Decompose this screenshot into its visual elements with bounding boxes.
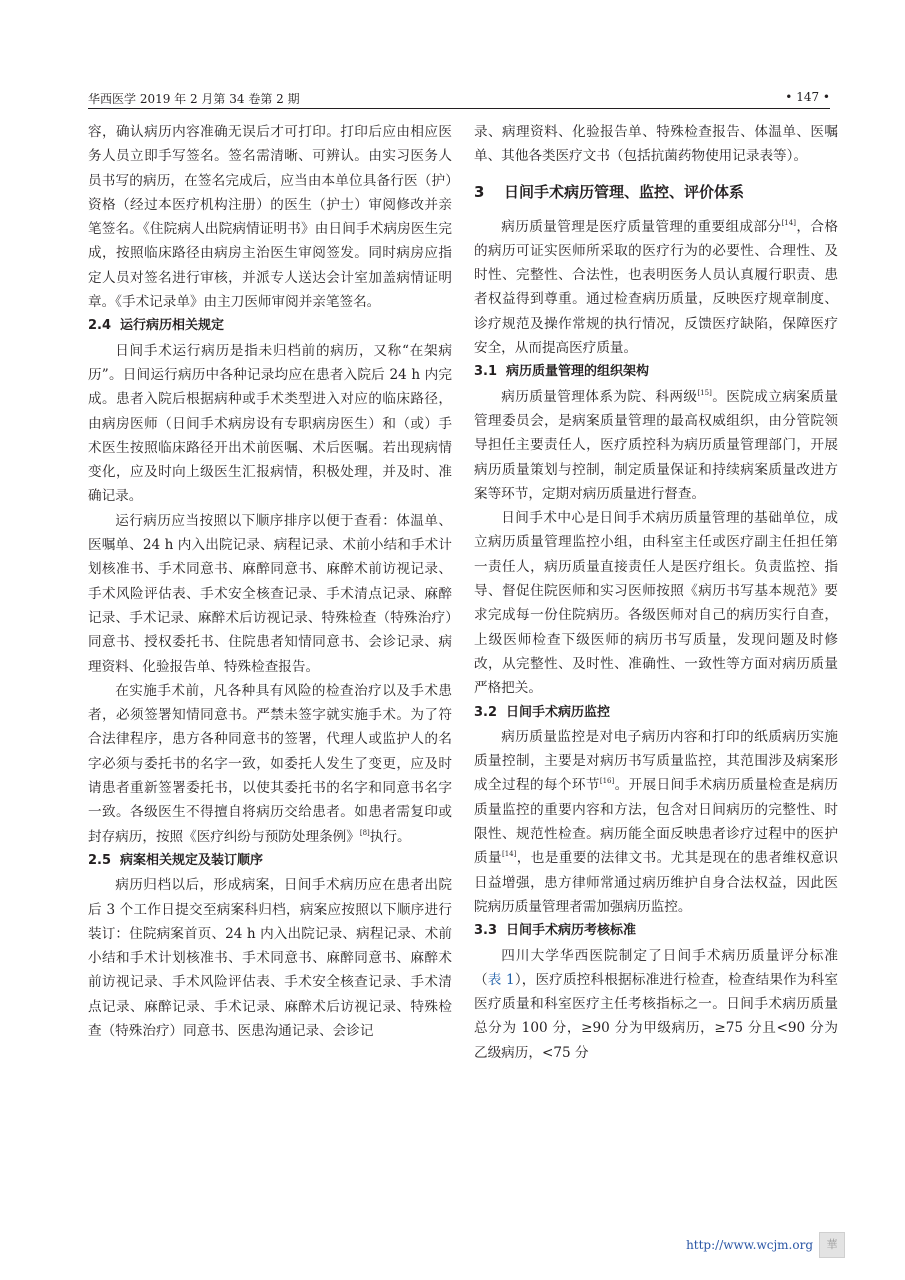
section-heading-3-1 xyxy=(474,360,838,384)
right-column xyxy=(474,120,838,1065)
journal-logo-icon: 華 xyxy=(819,1232,845,1258)
paragraph: 日间手术中心是日间手术病历质量管理的基础单位，成立病历质量管理监控小组，由科室主任或医疗副主任担任第一责任人，病历质量直接责任人是医疗组长。负责监控、指导、督促住院医师和实习医师按照《病历书写基本规范》要求完成每一份住院病历。各级医师对自己的病历实行自查，上级医师检查下级医师的病历书写质量，发现问题及时修改，从完整性、及时性、准确性、一致性等方面对病历质量严格把关。 xyxy=(474,510,838,697)
journal-info: 华西医学 2019 年 2 月第 34 卷第 2 期 xyxy=(88,92,300,106)
table-reference-link[interactable]: 表 1 xyxy=(487,971,515,988)
section-heading-2-4 xyxy=(88,314,452,338)
section-heading-3-3 xyxy=(474,919,838,943)
paragraph: 容，确认病历内容准确无误后才可打印。打印后应由相应医务人员立即手写签名。签名需清晰、可辨认。由实习医务人员书写的病历，在签名完成后，应当由本单位具备行医（护）资格（经过本医疗机构注册）的医生（护士）审阅修改并亲笔签名。《住院病人出院病情证明书》由日间手术病房医生完成，按照临床路径由病房主治医生审阅签发。同时病房应指定人员对签名进行审核，并派专人送达会计室加盖病情证明章。《手术记录单》由主刀医师审阅并亲笔签名。 xyxy=(88,124,452,311)
journal-url[interactable]: http://www.wcjm.org xyxy=(686,1238,813,1252)
paragraph: 病历质量管理体系为院、科两级[15]。医院成立病案质量管理委员会，是病案质量管理的最高权威组织，由分管院领导担任主要责任人，医疗质控科为病历质量管理部门，开展病历质量策划与控制，制定质量保证和持续病案质量改进方案等环节，定期对病历质量进行督查。 xyxy=(474,388,838,502)
paragraph: 四川大学华西医院制定了日间手术病历质量评分标准（表 1），医疗质控科根据标准进行检查，检查结果作为科室医疗质量和科室医疗主任考核指标之一。日间手术病历质量总分为 100 分，≥90 分为甲级病历，≥75 分且<90 分为乙级病历，<75 分 xyxy=(474,947,838,1061)
paragraph: 病历质量管理是医疗质量管理的重要组成部分[14]，合格的病历可证实医师所采取的医疗行为的必要性、合理性、及时性、完整性、合法性，也表明医务人员认真履行职责、患者权益得到尊重。通过检查病历质量，反映医疗规章制度、诊疗规范及操作常规的执行情况，反馈医疗缺陷，保障医疗安全，从而提高医疗质量。 xyxy=(474,218,839,357)
running-header xyxy=(88,86,830,109)
page-footer xyxy=(686,1232,845,1258)
section-number: 2.5 xyxy=(88,852,112,868)
section-number: 3.1 xyxy=(474,364,498,380)
paragraph: 日间手术运行病历是指未归档前的病历，又称“在架病历”。日间运行病历中各种记录均应在患者入院后 24 h 内完成。患者入院后根据病种或手术类型进入对应的临床路径，由病房医师（日间手术病房设有专职病房医生）和（或）手术医生按照临床路径开出术前医嘱、术后医嘱。若出现病情变化，应及时向上级医生汇报病情，积极处理，并及时、准确记录。 xyxy=(88,342,452,505)
section-title: 日间手术病历管理、监控、评价体系 xyxy=(504,182,745,201)
section-number: 3 xyxy=(474,182,485,201)
paragraph: 病历归档以后，形成病案，日间手术病历应在患者出院后 3 个工作日提交至病案科归档，病案应按照以下顺序进行装订：住院病案首页、24 h 内入出院记录、病程记录、术前小结和手术计划核准书、手术同意书、麻醉同意书、麻醉术前访视记录、手术风险评估表、手术安全核查记录、手术清点记录、麻醉记录、手术记录、麻醉术后访视记录、特殊检查（特殊治疗）同意书、医患沟通记录、会诊记 xyxy=(88,877,452,1039)
citation: [14] xyxy=(501,850,517,859)
section-heading-2-5 xyxy=(88,849,452,873)
section-number: 2.4 xyxy=(88,318,112,334)
section-number: 3.2 xyxy=(474,704,498,720)
citation: [8] xyxy=(359,828,370,837)
citation: [16] xyxy=(599,777,615,786)
citation: [15] xyxy=(697,388,712,397)
left-column xyxy=(88,120,452,1043)
section-title: 病历质量管理的组织架构 xyxy=(506,364,650,380)
section-title: 日间手术病历考核标准 xyxy=(506,923,637,939)
section-title: 病案相关规定及装订顺序 xyxy=(120,852,264,868)
citation: [14] xyxy=(781,218,796,227)
paragraph: 在实施手术前，凡各种具有风险的检查治疗以及手术患者，必须签署知情同意书。严禁未签字就实施手术。为了符合法律程序，患方各种同意书的签署，代理人或监护人的名字必须与委托书的名字一致，如委托人发生了变更，应及时请患者重新签署委托书，以使其委托书的名字和同意书名字一致。各级医生不得擅自将病历交给患者。如患者需复印或封存病历，按照《医疗纠纷与预防处理条例》[8]执行。 xyxy=(88,682,452,845)
paragraph: 运行病历应当按照以下顺序排序以便于查看：体温单、医嘱单、24 h 内入出院记录、病程记录、术前小结和手术计划核准书、手术同意书、麻醉同意书、麻醉术前访视记录、手术风险评估表、手术安全核查记录、手术清点记录、麻醉记录、手术记录、麻醉术后访视记录、特殊检查（特殊治疗）同意书、授权委托书、住院患者知情同意书、会诊记录、病理资料、化验报告单、特殊检查报告。 xyxy=(88,512,452,675)
paragraph: 录、病理资料、化验报告单、特殊检查报告、体温单、医嘱单、其他各类医疗文书（包括抗菌药物使用记录表等）。 xyxy=(474,124,838,165)
section-title: 日间手术病历监控 xyxy=(506,704,611,720)
section-number: 3.3 xyxy=(474,923,498,939)
paragraph: 病历质量监控是对电子病历内容和打印的纸质病历实施质量控制，主要是对病历书写质量监控，其范围涉及病案形成全过程的每个环节[16]。开展日间手术病历质量检查是病历质量监控的重要内容和方法，包含对日间病历的完整性、时限性、规范性检查。病历能全面反映患者诊疗过程中的医护质量[14]，也是重要的法律文书。尤其是现在的患者维权意识日益增强，患方律师常通过病历维护自身合法权益，因此医院病历质量管理者需加强病历监控。 xyxy=(474,728,839,915)
section-heading-3-2 xyxy=(474,701,838,725)
section-title: 运行病历相关规定 xyxy=(120,318,225,334)
section-heading-3 xyxy=(474,179,838,205)
page-number: • 147 • xyxy=(785,90,830,104)
